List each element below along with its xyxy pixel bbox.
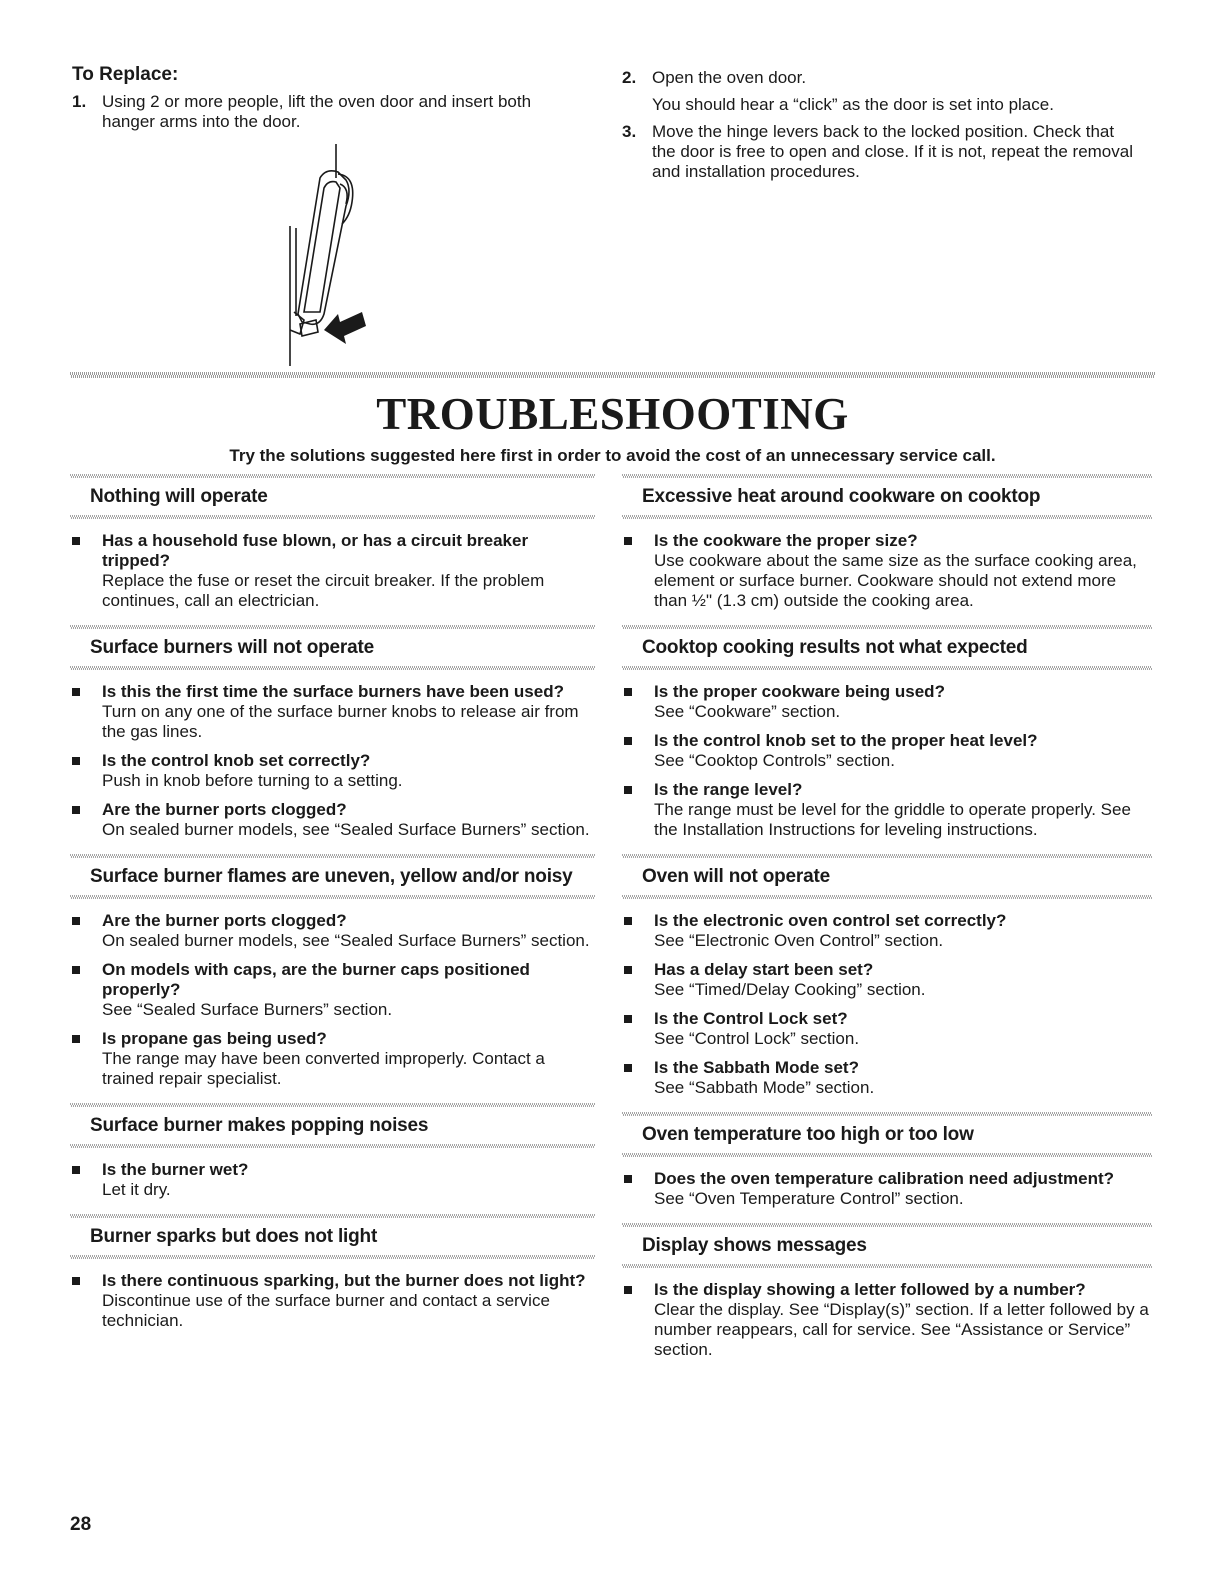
- list-item: [622, 960, 1152, 1000]
- troubleshooting-left-column: [70, 474, 595, 1345]
- answer-text: The range may have been converted improperly. Contact a trained repair specialist.: [102, 1049, 545, 1088]
- section-rule-bottom: [622, 1264, 1152, 1269]
- answer-text: See “Cookware” section.: [654, 702, 841, 721]
- section-rule-top: [70, 1103, 595, 1108]
- step-number: 2.: [622, 68, 637, 87]
- section-items: [622, 520, 1152, 625]
- square-bullet-icon: [70, 1160, 102, 1200]
- square-bullet-icon: [622, 531, 654, 611]
- list-item: [622, 1169, 1152, 1209]
- list-item: [70, 1271, 595, 1331]
- section-rule-bottom: [70, 895, 595, 900]
- section-header: [622, 1223, 1152, 1269]
- square-bullet-icon: [622, 1058, 654, 1098]
- section-title: Oven temperature too high or too low: [642, 1124, 974, 1145]
- list-item: [70, 682, 595, 742]
- section-title: Surface burner makes popping noises: [90, 1115, 429, 1136]
- section-rule-top: [622, 854, 1152, 859]
- list-item: [70, 531, 595, 611]
- section-rule-top: [622, 474, 1152, 479]
- section-header: [622, 474, 1152, 520]
- page-subtitle: Try the solutions suggested here first in order to avoid the cost of an unnecessary service call.: [229, 446, 996, 465]
- door-hinge-illustration: [280, 144, 390, 366]
- section-title: Excessive heat around cookware on cooktop: [642, 486, 1041, 507]
- list-item: [70, 1160, 595, 1200]
- section-rule-top: [70, 854, 595, 859]
- answer-text: See “Sealed Surface Burners” section.: [102, 1000, 393, 1019]
- section-rule-bottom: [70, 666, 595, 671]
- section-header: [70, 474, 595, 520]
- section-rule-bottom: [622, 666, 1152, 671]
- question-text: Is the control knob set to the proper heat level?: [654, 731, 1038, 750]
- question-text: Is the control knob set correctly?: [102, 751, 371, 770]
- section-title: Nothing will operate: [90, 486, 268, 507]
- question-text: On models with caps, are the burner caps positioned properly?: [102, 960, 530, 999]
- replace-heading: To Replace:: [72, 64, 179, 85]
- answer-text: Push in knob before turning to a setting.: [102, 771, 403, 790]
- step-text: Move the hinge levers back to the locked position. Check that the door is free to open and close. If it is not, repeat the removal and installation procedures.: [652, 122, 1133, 181]
- square-bullet-icon: [70, 1029, 102, 1089]
- troubleshooting-section: [70, 1214, 595, 1345]
- section-items: [622, 671, 1152, 854]
- answer-text: See “Timed/Delay Cooking” section.: [654, 980, 926, 999]
- answer-text: Use cookware about the same size as the surface cooking area, element or surface burner. Cookware should not extend more than ½" (1.3 cm) outside the cooking area.: [654, 551, 1137, 610]
- section-rule-top: [70, 1214, 595, 1219]
- section-header: [622, 1112, 1152, 1158]
- section-title: Burner sparks but does not light: [90, 1226, 378, 1247]
- section-header: [70, 854, 595, 900]
- answer-text: Turn on any one of the surface burner knobs to release air from the gas lines.: [102, 702, 579, 741]
- list-item: [622, 1280, 1152, 1360]
- troubleshooting-section: [622, 474, 1152, 625]
- troubleshooting-right-column: [622, 474, 1152, 1374]
- answer-text: The range must be level for the griddle to operate properly. See the Installation Instructions for leveling instructions.: [654, 800, 1131, 839]
- step-note: You should hear a “click” as the door is set into place.: [652, 95, 1054, 114]
- question-text: Is there continuous sparking, but the burner does not light?: [102, 1271, 586, 1290]
- section-items: [70, 900, 595, 1103]
- answer-text: Let it dry.: [102, 1180, 171, 1199]
- question-text: Is the Sabbath Mode set?: [654, 1058, 859, 1077]
- troubleshooting-section: [70, 625, 595, 854]
- section-rule-top: [622, 625, 1152, 630]
- replace-step-3: [622, 122, 1142, 189]
- answer-text: See “Cooktop Controls” section.: [654, 751, 895, 770]
- section-rule-bottom: [622, 895, 1152, 900]
- list-item: [622, 731, 1152, 771]
- list-item: [70, 960, 595, 1020]
- question-text: Is the Control Lock set?: [654, 1009, 848, 1028]
- section-rule-bottom: [622, 1153, 1152, 1158]
- section-header: [622, 625, 1152, 671]
- step-text: Open the oven door.: [652, 68, 807, 87]
- troubleshooting-section: [70, 854, 595, 1103]
- square-bullet-icon: [70, 531, 102, 611]
- replace-step-1: [72, 92, 572, 139]
- section-rule-top: [622, 1112, 1152, 1117]
- question-text: Is the range level?: [654, 780, 803, 799]
- section-items: [622, 1269, 1152, 1374]
- page-number: 28: [70, 1514, 92, 1535]
- list-item: [622, 911, 1152, 951]
- replace-steps-right: [622, 68, 1142, 189]
- list-item: [622, 682, 1152, 722]
- replace-step-2: [622, 68, 1142, 122]
- square-bullet-icon: [70, 1271, 102, 1331]
- square-bullet-icon: [622, 960, 654, 1000]
- troubleshooting-section: [622, 1223, 1152, 1374]
- troubleshooting-section: [70, 474, 595, 625]
- question-text: Is the proper cookware being used?: [654, 682, 945, 701]
- list-item: [70, 1029, 595, 1089]
- section-items: [622, 1158, 1152, 1223]
- section-rule-top: [70, 625, 595, 630]
- section-title: Oven will not operate: [642, 866, 830, 887]
- question-text: Is the burner wet?: [102, 1160, 249, 1179]
- section-rule-bottom: [70, 1144, 595, 1149]
- section-header: [622, 854, 1152, 900]
- square-bullet-icon: [622, 731, 654, 771]
- square-bullet-icon: [622, 1169, 654, 1209]
- question-text: Is this the first time the surface burners have been used?: [102, 682, 564, 701]
- question-text: Are the burner ports clogged?: [102, 800, 347, 819]
- section-rule-top: [70, 474, 595, 479]
- list-item: [70, 751, 595, 791]
- answer-text: Clear the display. See “Display(s)” section. If a letter followed by a number reappears, call for service. See “Assistance or Service” section.: [654, 1300, 1149, 1359]
- square-bullet-icon: [70, 960, 102, 1020]
- answer-text: On sealed burner models, see “Sealed Surface Burners” section.: [102, 820, 590, 839]
- section-rule-bottom: [70, 515, 595, 520]
- question-text: Is the display showing a letter followed by a number?: [654, 1280, 1086, 1299]
- section-title: Display shows messages: [642, 1235, 867, 1256]
- section-rule-bottom: [70, 1255, 595, 1260]
- troubleshooting-section: [70, 1103, 595, 1214]
- step-text: Using 2 or more people, lift the oven door and insert both hanger arms into the door.: [102, 92, 532, 131]
- answer-text: On sealed burner models, see “Sealed Surface Burners” section.: [102, 931, 590, 950]
- answer-text: Replace the fuse or reset the circuit breaker. If the problem continues, call an electrician.: [102, 571, 545, 610]
- square-bullet-icon: [622, 780, 654, 840]
- section-rule-top: [622, 1223, 1152, 1228]
- page-title: TROUBLESHOOTING: [376, 389, 849, 439]
- list-item: [70, 911, 595, 951]
- answer-text: See “Control Lock” section.: [654, 1029, 860, 1048]
- section-header: [70, 1214, 595, 1260]
- square-bullet-icon: [622, 1009, 654, 1049]
- square-bullet-icon: [70, 751, 102, 791]
- step-number: 3.: [622, 122, 637, 141]
- section-header: [70, 625, 595, 671]
- answer-text: See “Electronic Oven Control” section.: [654, 931, 944, 950]
- answer-text: Discontinue use of the surface burner and contact a service technician.: [102, 1291, 550, 1330]
- square-bullet-icon: [622, 1280, 654, 1360]
- list-item: [70, 800, 595, 840]
- square-bullet-icon: [70, 911, 102, 951]
- answer-text: See “Sabbath Mode” section.: [654, 1078, 875, 1097]
- answer-text: See “Oven Temperature Control” section.: [654, 1189, 964, 1208]
- section-items: [70, 1260, 595, 1345]
- section-items: [70, 671, 595, 854]
- section-divider: [70, 372, 1155, 378]
- section-title: Cooktop cooking results not what expected: [642, 637, 1028, 658]
- section-header: [70, 1103, 595, 1149]
- section-items: [622, 900, 1152, 1112]
- section-title: Surface burner flames are uneven, yellow and/or noisy: [90, 866, 573, 887]
- square-bullet-icon: [70, 682, 102, 742]
- list-item: [622, 780, 1152, 840]
- question-text: Are the burner ports clogged?: [102, 911, 347, 930]
- section-items: [70, 1149, 595, 1214]
- question-text: Has a household fuse blown, or has a circuit breaker tripped?: [102, 531, 529, 570]
- list-item: [622, 1058, 1152, 1098]
- troubleshooting-section: [622, 1112, 1152, 1223]
- question-text: Is the electronic oven control set correctly?: [654, 911, 1007, 930]
- troubleshooting-section: [622, 854, 1152, 1112]
- square-bullet-icon: [622, 911, 654, 951]
- section-items: [70, 520, 595, 625]
- step-number: 1.: [72, 92, 87, 111]
- list-item: [622, 1009, 1152, 1049]
- question-text: Is the cookware the proper size?: [654, 531, 918, 550]
- section-title: Surface burners will not operate: [90, 637, 374, 658]
- square-bullet-icon: [70, 800, 102, 840]
- list-item: [622, 531, 1152, 611]
- square-bullet-icon: [622, 682, 654, 722]
- troubleshooting-section: [622, 625, 1152, 854]
- question-text: Does the oven temperature calibration need adjustment?: [654, 1169, 1115, 1188]
- question-text: Has a delay start been set?: [654, 960, 874, 979]
- question-text: Is propane gas being used?: [102, 1029, 327, 1048]
- section-rule-bottom: [622, 515, 1152, 520]
